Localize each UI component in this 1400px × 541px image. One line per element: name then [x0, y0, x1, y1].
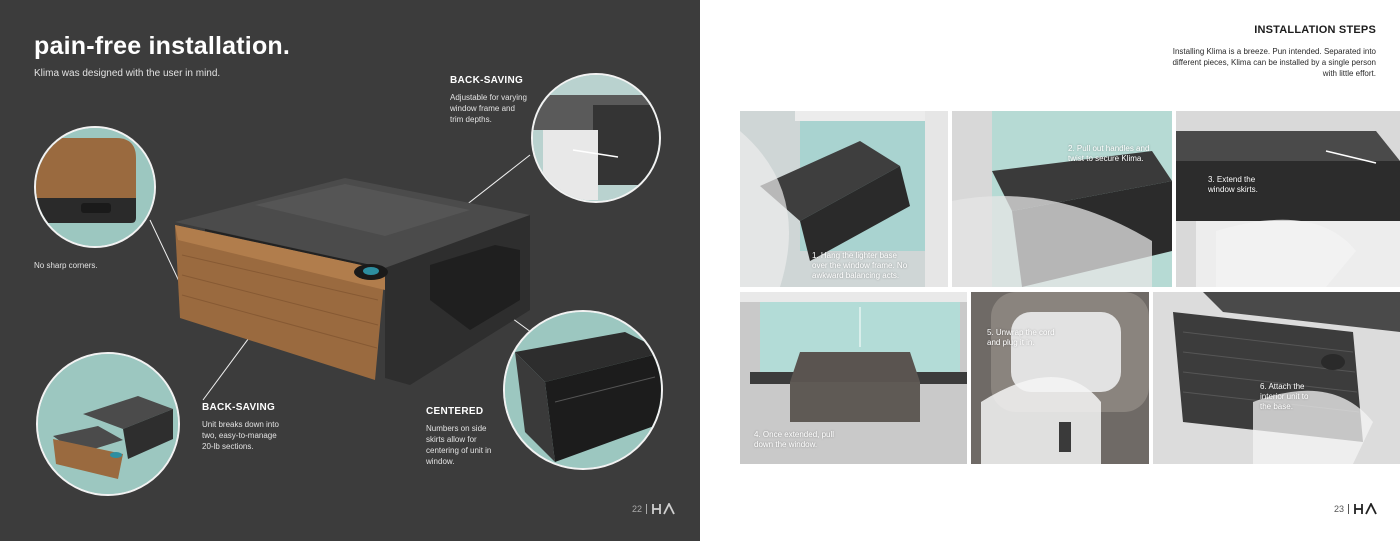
detail-circle-sections [36, 352, 180, 496]
step-caption-1: 1. Hang the lighter base over the window frame. No awkward balancing acts. [812, 251, 908, 280]
detail-circle-adjustable [531, 73, 661, 203]
right-page [700, 0, 1400, 541]
step-caption-3: 3. Extend the window skirts. [1208, 175, 1258, 194]
page-footer-right [1334, 503, 1379, 515]
callout-centered-title: CENTERED [426, 406, 484, 417]
callout-back-saving-bottom-title: BACK-SAVING [202, 402, 276, 413]
page-title: pain-free installation. [34, 32, 291, 60]
step-panel-2 [952, 111, 1172, 287]
callout-back-saving-bottom-body: Unit breaks down into two, easy-to-manage 20-lb sections. [202, 420, 279, 451]
page-subtitle: Klima was designed with the user in mind. [34, 68, 221, 79]
steps-heading: INSTALLATION STEPS [1254, 24, 1376, 36]
callout-no-sharp-corners: No sharp corners. [34, 261, 98, 270]
step-caption-4: 4. Once extended, pull down the window. [754, 430, 835, 449]
steps-intro: Installing Klima is a breeze. Pun intended. Separated into different pieces, Klima can be installed by a single person with little effort. [1172, 47, 1376, 78]
page-footer-left [632, 503, 677, 515]
klima-logo-icon [1353, 503, 1379, 515]
step-caption-5: 5. Unwrap the cord and plug it in. [987, 328, 1055, 347]
klima-logo-icon [651, 503, 677, 515]
page-number: 23 [1334, 504, 1345, 514]
step-caption-2: 2. Pull out handles and twist to secure Klima. [1068, 144, 1150, 163]
step-panel-6 [1153, 292, 1400, 464]
step-panel-5 [971, 292, 1149, 464]
step-panel-4 [740, 292, 967, 464]
detail-circle-corner [34, 126, 156, 248]
step-panel-3 [1176, 111, 1400, 287]
callout-back-saving-top-title: BACK-SAVING [450, 75, 524, 86]
footer-divider [1348, 504, 1349, 514]
page-number: 22 [632, 504, 643, 514]
detail-circle-centered [503, 310, 663, 470]
callout-back-saving-top-body: Adjustable for varying window frame and trim depths. [450, 93, 527, 124]
step-panel-1 [740, 111, 948, 287]
callout-centered-body: Numbers on side skirts allow for centering of unit in window. [426, 424, 492, 466]
footer-divider [646, 504, 647, 514]
step-caption-6: 6. Attach the interior unit to the base. [1260, 382, 1309, 411]
